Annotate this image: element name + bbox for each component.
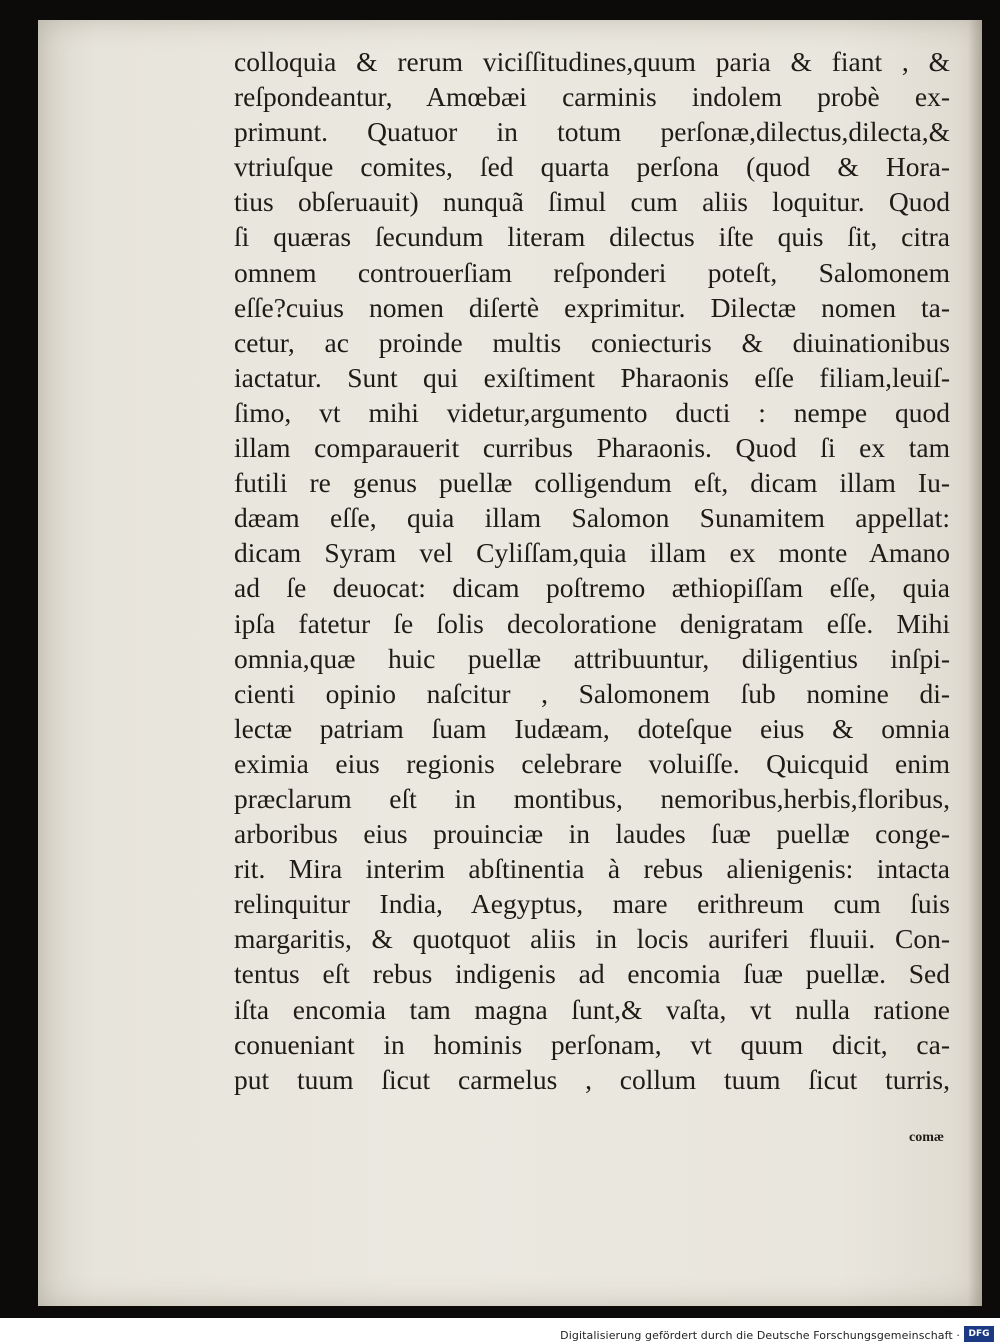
text-line: conueniant in hominis perſonam, vt quum dicit, ca-	[234, 1028, 950, 1060]
text-line: eſſe?cuius nomen diſertè exprimitur. Dilectæ nomen ta-	[234, 291, 950, 323]
text-line: futili re genus puellæ colligendum eſt, dicam illam Iu-	[234, 467, 950, 499]
text-line: dæam eſſe, quia illam Salomon Sunamitem appellat:	[234, 502, 950, 534]
text-line: ſi quæras ſecundum literam dilectus iſte quis ſit, citra	[234, 221, 950, 253]
text-line: omnia,quæ huic puellæ attribuuntur, diligentius inſpi-	[234, 642, 950, 674]
text-line: lectæ patriam ſuam Iudæam, doteſque eius & omnia	[234, 712, 950, 744]
text-line: illam comparauerit curribus Pharaonis. Quod ſi ex tam	[234, 432, 950, 464]
text-line: margaritis, & quotquot aliis in locis auriferi fluuii. Con-	[234, 923, 950, 955]
text-line: cetur, ac proinde multis coniecturis & diuinationibus	[234, 326, 950, 358]
text-line: rit. Mira interim abſtinentia à rebus alienigenis: intacta	[234, 853, 950, 885]
page-edge-shadow	[968, 20, 982, 1306]
text-line: præclarum eſt in montibus, nemoribus,herbis,floribus,	[234, 782, 950, 814]
text-line: iactatur. Sunt qui exiſtiment Pharaonis eſſe filiam,leuiſ-	[234, 361, 950, 393]
text-line: vtriuſque comites, ſed quarta perſona (quod & Hora-	[234, 151, 950, 183]
catchword: comæ	[909, 1130, 944, 1145]
text-line: colloquia & rerum viciſſitudines,quum paria & fiant , &	[234, 46, 950, 77]
digitization-credit: Digitalisierung gefördert durch die Deutsche Forschungsgemeinschaft ·	[560, 1329, 960, 1342]
text-line: dicam Syram vel Cyliſſam,quia illam ex monte Amano	[234, 537, 950, 569]
text-line: cienti opinio naſcitur , Salomonem ſub nomine di-	[234, 677, 950, 709]
text-line: omnem controuerſiam reſponderi poteſt, Salomonem	[234, 256, 950, 288]
text-line: ipſa fatetur ſe ſolis decoloratione denigratam eſſe. Mihi	[234, 607, 950, 639]
dfg-logo: DFG	[964, 1326, 994, 1342]
text-line: ad ſe deuocat: dicam poſtremo æthiopiſſam eſſe, quia	[234, 572, 950, 604]
text-line: arboribus eius prouinciæ in laudes ſuæ puellæ conge-	[234, 818, 950, 850]
text-line: tentus eſt rebus indigenis ad encomia ſuæ puellæ. Sed	[234, 958, 950, 990]
text-line: tius obſeruauit) nunquã ſimul cum aliis loquitur. Quod	[234, 186, 950, 218]
text-line: put tuum ſicut carmelus , collum tuum ſicut turris,	[234, 1063, 950, 1095]
text-line: relinquitur India, Aegyptus, mare erithreum cum ſuis	[234, 888, 950, 920]
text-line: iſta encomia tam magna ſunt,& vaſta, vt nulla ratione	[234, 993, 950, 1025]
text-line: primunt. Quatuor in totum perſonæ,dilectus,dilecta,&	[234, 116, 950, 148]
text-line: eximia eius regionis celebrare voluiſſe. Quicquid enim	[234, 747, 950, 779]
text-line: ſimo, vt mihi videtur,argumento ducti : nempe quod	[234, 396, 950, 428]
text-line: reſpondeantur, Amœbæi carminis indolem probè ex-	[234, 81, 950, 113]
page-text-block	[234, 44, 950, 1097]
